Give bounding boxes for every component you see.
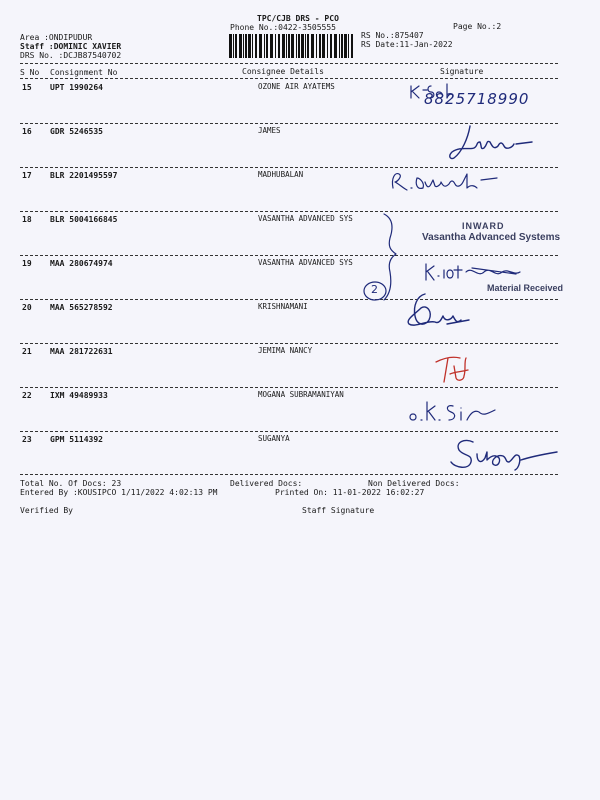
barcode-bar [344, 34, 347, 58]
row-consignment-no: MAA 565278592 [50, 303, 113, 312]
row-consignment-no: GPM 5114392 [50, 435, 103, 444]
barcode-bar [275, 34, 276, 58]
drs-number: DRS No. :DCJB87540702 [20, 51, 122, 60]
col-header-consignment: Consignment No [50, 68, 118, 77]
barcode-bar [229, 34, 232, 58]
row-sno: 22 [22, 391, 32, 400]
row-consignment-no: MAA 280674974 [50, 259, 113, 268]
row-divider [20, 211, 558, 212]
handwritten-phone: 8825718990 [424, 90, 530, 108]
verified-by: Verified By [20, 506, 73, 515]
barcode-bar [248, 34, 251, 58]
page-number: Page No.:2 [453, 22, 502, 31]
row-sno: 18 [22, 215, 32, 224]
header-top-rule [20, 63, 558, 64]
row-consignment-no: IXM 49489933 [50, 391, 108, 400]
barcode-bar [288, 34, 290, 58]
rs-number: RS No.:875407 [361, 31, 424, 40]
row-consignee: VASANTHA ADVANCED SYS [258, 214, 353, 223]
col-header-consignee: Consignee Details [242, 67, 324, 76]
signature-row-16 [440, 120, 560, 165]
barcode-bar [351, 34, 353, 58]
row-consignee: SUGANYA [258, 434, 290, 443]
barcode-bar [301, 34, 304, 58]
non-delivered-docs: Non Delivered Docs: [368, 479, 460, 488]
barcode-bar [235, 34, 237, 58]
row-sno: 16 [22, 127, 32, 136]
barcode-bar [316, 34, 317, 58]
barcode-bar [270, 34, 273, 58]
barcode-bar [278, 34, 280, 58]
barcode-bar [282, 34, 285, 58]
row-consignment-no: UPT 1990264 [50, 83, 103, 92]
signature-row-17 [385, 166, 515, 196]
barcode-bar [252, 34, 253, 58]
barcode-bar [311, 34, 314, 58]
row-sno: 21 [22, 347, 32, 356]
barcode-bar [307, 34, 309, 58]
rs-date: RS Date:11-Jan-2022 [361, 40, 453, 49]
barcode-bar [291, 34, 294, 58]
barcode-bar [239, 34, 242, 58]
row-sno: 17 [22, 171, 32, 180]
barcode [229, 34, 356, 58]
row-consignee: MOGANA SUBRAMANIYAN [258, 390, 344, 399]
document-title: TPC/CJB DRS - PCO [257, 14, 339, 23]
row-consignee: JEMIMA NANCY [258, 346, 313, 355]
row-sno: 20 [22, 303, 32, 312]
barcode-bar [341, 34, 343, 58]
header-bottom-rule [20, 78, 558, 79]
stamp-material-received: Material Received [487, 283, 564, 293]
barcode-bar [259, 34, 262, 58]
barcode-bar [255, 34, 257, 58]
barcode-bar [286, 34, 287, 58]
barcode-bar [298, 34, 300, 58]
row-consignee: JAMES [258, 126, 281, 135]
printed-on: Printed On: 11-01-2022 16:02:27 [275, 488, 425, 497]
row-consignee: OZONE AIR AYATEMS [258, 82, 335, 91]
row-divider [20, 343, 558, 344]
barcode-bar [305, 34, 306, 58]
signature-row-19 [420, 256, 560, 286]
barcode-bar [327, 34, 328, 58]
barcode-bar [330, 34, 332, 58]
row-consignee: MADHUBALAN [258, 170, 304, 179]
footer-top-rule [20, 474, 558, 475]
signature-row-21 [430, 348, 480, 388]
area-label: Area :ONDIPUDUR [20, 33, 93, 42]
barcode-bar [233, 34, 234, 58]
row-sno: 23 [22, 435, 32, 444]
barcode-bar [264, 34, 265, 58]
barcode-bar [322, 34, 325, 58]
row-consignment-no: BLR 5004166845 [50, 215, 118, 224]
row-consignee: KRISHNAMANI [258, 302, 308, 311]
barcode-bar [334, 34, 337, 58]
signature-row-22 [405, 392, 505, 428]
barcode-bar [266, 34, 268, 58]
stamp-company-name: Vasantha Advanced Systems [422, 232, 561, 243]
row-consignment-no: MAA 281722631 [50, 347, 113, 356]
stamp-inward: INWARD [462, 221, 505, 231]
row-sno: 19 [22, 259, 32, 268]
barcode-bar [243, 34, 244, 58]
col-header-sno: S No [20, 68, 40, 77]
row-consignment-no: BLR 2201495597 [50, 171, 118, 180]
barcode-bar [319, 34, 321, 58]
signature-row-20 [395, 290, 505, 335]
circled-number: 2 [371, 283, 378, 296]
total-docs: Total No. Of Docs: 23 [20, 479, 122, 488]
signature-row-23 [445, 432, 565, 477]
phone-number: Phone No.:0422-3505555 [230, 23, 336, 32]
staff-label: Staff :DOMINIC XAVIER [20, 42, 122, 51]
row-consignment-no: GDR 5246535 [50, 127, 103, 136]
delivered-docs: Delivered Docs: [230, 479, 303, 488]
barcode-bar [296, 34, 297, 58]
barcode-bar [339, 34, 340, 58]
barcode-bar [348, 34, 349, 58]
barcode-bar [245, 34, 247, 58]
row-consignee: VASANTHA ADVANCED SYS [258, 258, 353, 267]
staff-signature: Staff Signature [302, 506, 375, 515]
entered-by: Entered By :KOUSIPCO 1/11/2022 4:02:13 PM [20, 488, 218, 497]
row-sno: 15 [22, 83, 32, 92]
col-header-signature: Signature [440, 67, 484, 76]
